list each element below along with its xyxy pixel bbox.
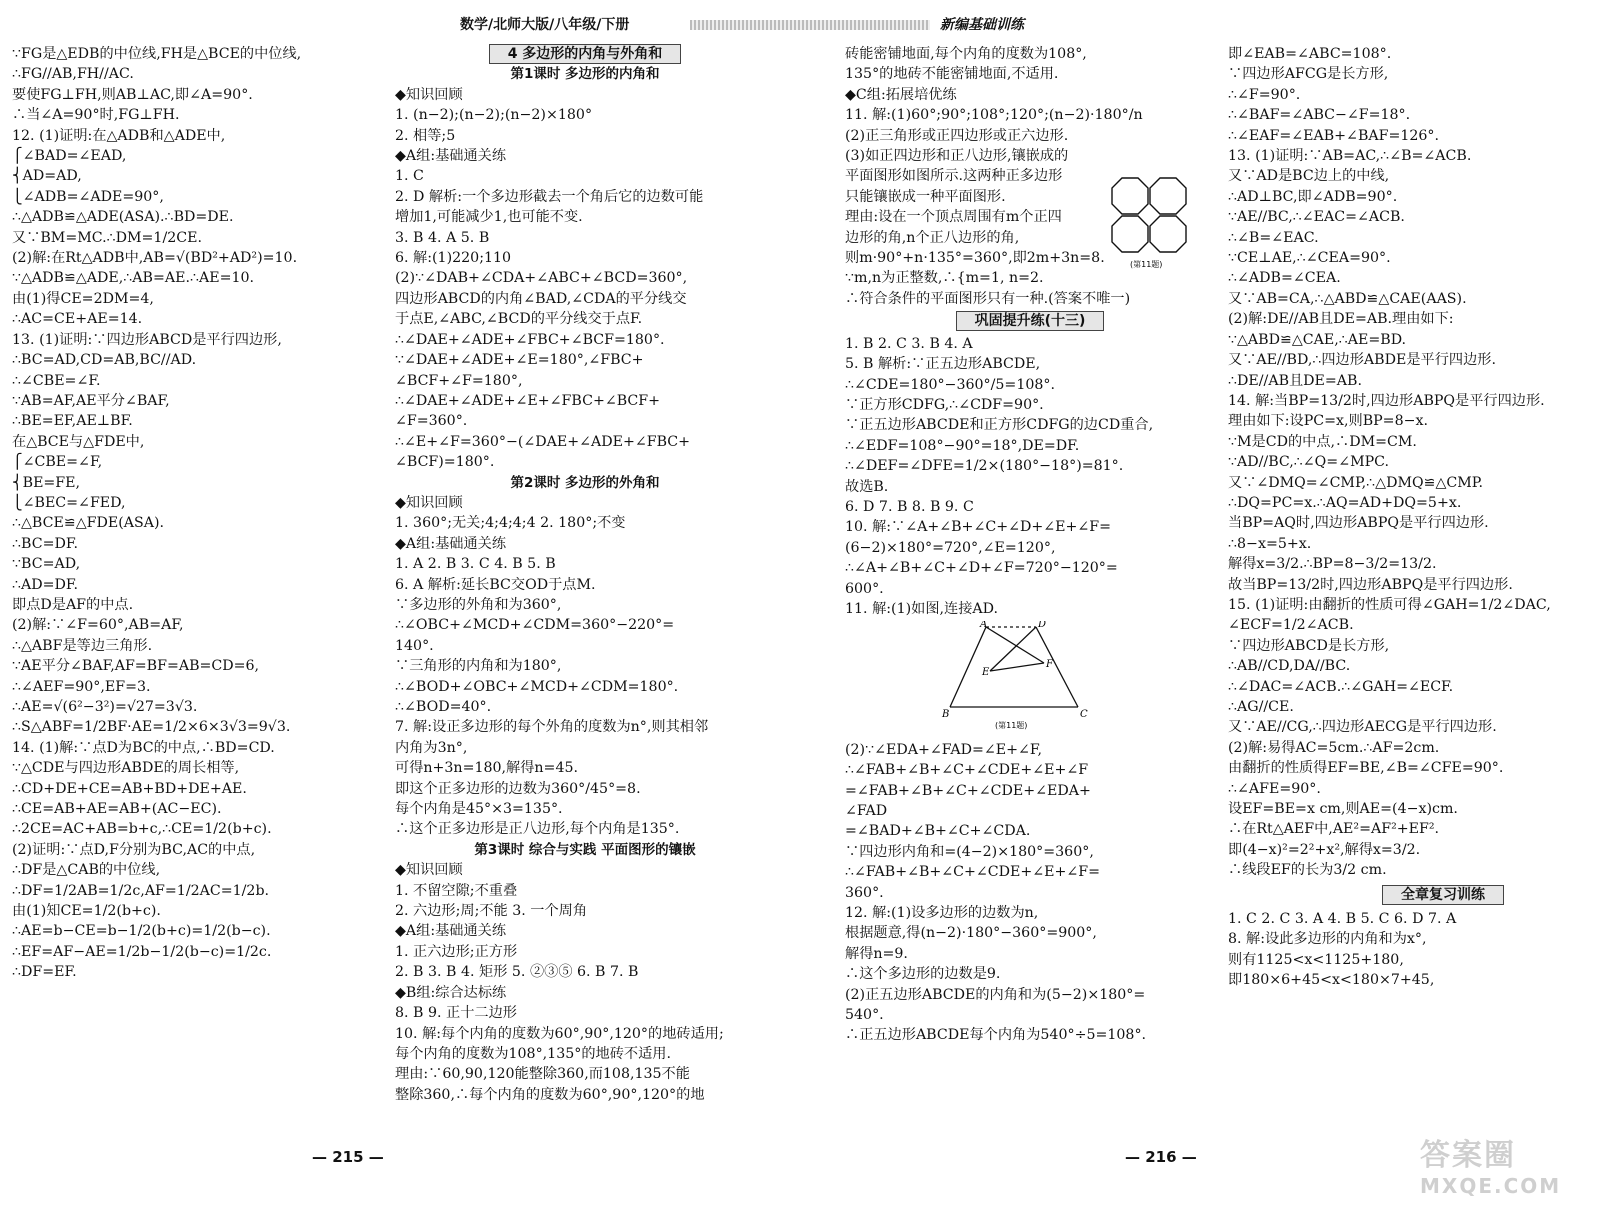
text-line: ∴2CE=AC+AB=b+c,∴CE=1/2(b+c). [12, 821, 272, 838]
col3-middle-content [845, 334, 1215, 620]
text-line: ∴8−x=5+x. [1228, 535, 1312, 552]
text-line: ∵四边形内角和=(4−2)×180°=360°, [845, 843, 1094, 860]
text-line: ∴∠E+∠F=360°−(∠DAE+∠ADE+∠FBC+ [395, 433, 691, 450]
text-line: ∴AB//CD,DA//BC. [1228, 658, 1351, 675]
lesson-2-content [395, 493, 775, 840]
text-line: 2. B 3. B 4. 矩形 5. ②③⑤ 6. B 7. B [395, 964, 639, 981]
text-line: =∠FAB+∠B+∠C+∠CDE+∠EDA+ [845, 782, 1091, 799]
text-line: 8. B 9. 正十二边形 [395, 1005, 517, 1022]
label-d: D [1038, 621, 1047, 631]
text-line: ∴AE=√(6²−3²)=√27=3√3. [12, 699, 198, 715]
text-line: 当BP=AQ时,四边形ABPQ是平行四边形. [1228, 515, 1489, 532]
text-line: 于点E,∠ABC,∠BCD的平分线交于点F. [395, 311, 643, 328]
text-line: 14. 解:当BP=13/2时,四边形ABPQ是平行四边形. [1228, 392, 1545, 409]
header-series-name: 新编基础训练 [940, 17, 1024, 33]
text-line: ∴FG//AB,FH//AC. [12, 66, 134, 83]
column-4 [1228, 44, 1598, 991]
text-line: ∵四边形AFCG是长方形, [1228, 66, 1389, 83]
text-line: 13. (1)证明:∵AB=AC,∴∠B=∠ACB. [1228, 148, 1472, 165]
text-line: 2. 相等;5 [395, 127, 456, 144]
text-line: ∵多边形的外角和为360°, [395, 596, 562, 613]
text-line: ∵CE⊥AE,∴∠CEA=90°. [1228, 250, 1391, 267]
text-line: ∵FG是△EDB的中位线,FH是△BCE的中位线, [12, 46, 302, 62]
text-line: (3)如正四边形和正八边形,镶嵌成的 [845, 148, 1069, 165]
text-line: 1. 360°;无关;4;4;4;4 2. 180°;不变 [395, 515, 626, 532]
text-line: ◆A组:基础通关练 [395, 923, 507, 940]
text-line: ∴DE//AB且DE=AB. [1228, 372, 1362, 389]
text-line: 1. 正六边形;正方形 [395, 943, 518, 960]
col4-top-content [1228, 44, 1598, 881]
text-line: 2. D 解析:一个多边形截去一个角后它的边数可能 [395, 188, 704, 205]
text-line: (2)∵∠EDA+∠FAD=∠E+∠F, [845, 741, 1043, 758]
text-line: ∴AD=DF. [12, 576, 79, 593]
text-line: 要使FG⊥FH,则AB⊥AC,即∠A=90°. [12, 86, 253, 103]
label-b: B [942, 709, 950, 721]
text-line: ∴在Rt△AEF中,AE²=AF²+EF². [1228, 821, 1440, 838]
text-line: 理由:设在一个顶点周围有m个正四 [845, 209, 1062, 226]
text-line: ∵AD//BC,∴∠Q=∠MPC. [1228, 454, 1390, 471]
text-line: ◆知识回顾 [395, 862, 463, 879]
text-line: 又∵AE//BD,∴四边形ABDE是平行四边形. [1228, 352, 1496, 369]
text-line: 又∵AD是BC边上的中线, [1228, 168, 1390, 185]
text-line: 又∵BM=MC.∴DM=1/2CE. [12, 229, 202, 246]
watermark-logo [1420, 1130, 1590, 1210]
label-e: E [982, 667, 990, 679]
text-line: 135°的地砖不能密铺地面,不适用. [845, 66, 1059, 83]
text-line: ∴△ABF是等边三角形. [12, 637, 153, 654]
text-line: 砖能密铺地面,每个内角的度数为108°, [845, 46, 1087, 62]
text-line: 理由:∵60,90,120能整除360,而108,135不能 [395, 1066, 690, 1083]
col4-bottom-content [1228, 909, 1598, 991]
text-line: 由(1)知CE=1/2(b+c). [12, 903, 161, 920]
text-line: 由(1)得CE=2DM=4, [12, 290, 154, 307]
trapezoid-figure [940, 621, 1100, 731]
text-line: ∴∠BAF=∠ABC−∠F=18°. [1228, 107, 1411, 124]
column-2 [395, 44, 775, 1105]
text-line: 1. (n−2);(n−2);(n−2)×180° [395, 107, 593, 124]
text-line: ∴∠EAF=∠EAB+∠BAF=126°. [1228, 127, 1440, 144]
text-line: 边形的角,n个正八边形的角, [845, 229, 1020, 246]
text-line: ∴∠FAB+∠B+∠C+∠CDE+∠E+∠F [845, 762, 1089, 779]
text-line: ◆B组:综合达标练 [395, 984, 507, 1001]
text-line: ∵BC=AD, [12, 556, 81, 573]
text-line: 2. 六边形;周;不能 3. 一个周角 [395, 903, 588, 920]
watermark-line-2: MXQE.COM [1420, 1174, 1562, 1198]
text-line: ∴正五边形ABCDE每个内角为540°÷5=108°. [845, 1027, 1147, 1044]
text-line: 即∠EAB=∠ABC=108°. [1228, 46, 1392, 62]
page-header [0, 10, 1600, 36]
text-line: (2)正三角形或正四边形或正六边形. [845, 127, 1069, 144]
text-line: ∵AE//BC,∴∠EAC=∠ACB. [1228, 209, 1405, 226]
text-line: ∴BC=DF. [12, 535, 78, 552]
label-f: F [1046, 659, 1053, 671]
text-line: 1. B 2. C 3. B 4. A [845, 335, 973, 352]
text-line: 8. 解:设此多边形的内角和为x°, [1228, 931, 1427, 948]
text-line: ∴∠DAE+∠ADE+∠E+∠FBC+∠BCF+ [395, 392, 660, 409]
text-line: ∴∠AEF=90°,EF=3. [12, 678, 151, 695]
text-line: ◆A组:基础通关练 [395, 535, 507, 552]
text-line: ∠FAD [845, 803, 888, 819]
text-line: ∴DF=EF. [12, 964, 77, 981]
text-line: 5. B 解析:∵正五边形ABCDE, [845, 356, 1041, 373]
text-line: (2)解:易得AC=5cm.∴AF=2cm. [1228, 739, 1440, 756]
text-line: (6−2)×180°=720°,∠E=120°, [845, 539, 1056, 556]
section-2-title: 巩固提升练(十三) [956, 311, 1105, 331]
text-line: 即这个正多边形的边数为360°/45°=8. [395, 780, 641, 797]
text-line: ∴这个多边形的边数是9. [845, 966, 1001, 983]
text-line: 1. C 2. C 3. A 4. B 5. C 6. D 7. A [1228, 911, 1457, 928]
col3-bottom-content [845, 740, 1215, 1046]
text-line: ⎩∠BEC=∠FED, [12, 494, 126, 511]
text-line: 360°. [845, 884, 884, 901]
text-line: ∠BCF+∠F=180°, [395, 372, 523, 389]
text-line: ◆知识回顾 [395, 494, 463, 511]
text-line: ∴∠F=90°. [1228, 86, 1301, 103]
text-line: ∴BE=EF,AE⊥BF. [12, 413, 133, 430]
text-line: ∴△ADB≌△ADE(ASA).∴BD=DE. [12, 209, 234, 226]
text-line: 600°. [845, 580, 884, 597]
text-line: 又∵AE//CG,∴四边形AECG是平行四边形. [1228, 719, 1497, 736]
text-line: ∵M是CD的中点,∴DM=CM. [1228, 433, 1417, 450]
text-line: ∴∠OBC+∠MCD+∠CDM=360°−220°= [395, 617, 675, 634]
text-line: ∵四边形ABCD是长方形, [1228, 637, 1390, 654]
section-title: 4 多边形的内角与外角和 [489, 44, 682, 64]
text-line: 6. A 解析:延长BC交OD于点M. [395, 576, 596, 593]
text-line: (2)∵∠DAB+∠CDA+∠ABC+∠BCD=360°, [395, 270, 688, 287]
text-line: ∴DF=1/2AB=1/2c,AF=1/2AC=1/2b. [12, 882, 270, 899]
text-line: 7. 解:设正多边形的每个外角的度数为n°,则其相邻 [395, 719, 709, 736]
text-line: ∴当∠A=90°时,FG⊥FH. [12, 107, 180, 124]
text-line: ⎧∠CBE=∠F, [12, 454, 103, 471]
text-line: ∴∠BOD+∠OBC+∠MCD+∠CDM=180°. [395, 678, 679, 695]
text-line: ∴AD⊥BC,即∠ADB=90°. [1228, 188, 1398, 205]
text-line: 1. A 2. B 3. C 4. B 5. B [395, 556, 556, 573]
page-number-right: — 216 — [1125, 1148, 1197, 1166]
text-line: 由翻折的性质得EF=BE,∠B=∠CFE=90°. [1228, 760, 1504, 777]
text-line: ∴BC=AD,CD=AB,BC//AD. [12, 352, 197, 369]
text-line: 11. 解:(1)60°;90°;108°;120°;(n−2)·180°/n [845, 107, 1143, 124]
text-line: 解得n=9. [845, 945, 908, 962]
text-line: (2)解:在Rt△ADB中,AB=√(BD²+AD²)=10. [12, 250, 298, 267]
text-line: ∴EF=AF−AE=1/2b−1/2(b−c)=1/2c. [12, 943, 272, 960]
figure-11b-caption: (第11题) [995, 721, 1028, 731]
text-line: ∵△ABD≌△CAE,∴AE=BD. [1228, 331, 1407, 348]
text-line: ∴AE=b−CE=b−1/2(b+c)=1/2(b−c). [12, 923, 271, 940]
figure-11-tessellation [1110, 174, 1190, 270]
text-line: (2)证明:∵点D,F分别为BC,AC的中点, [12, 841, 256, 858]
text-line: ∴AG//CE. [1228, 699, 1294, 715]
text-line: ∴∠B=∠EAC. [1228, 229, 1319, 246]
text-line: 四边形ABCD的内角∠BAD,∠CDA的平分线交 [395, 290, 687, 307]
text-line: 6. D 7. B 8. B 9. C [845, 498, 974, 515]
header-book-title: 数学/北师大版/八年级/下册 [460, 17, 630, 33]
text-line: ∴∠CBE=∠F. [12, 372, 101, 389]
text-line: 在△BCE与△FDE中, [12, 433, 145, 450]
text-line: ∴∠AFE=90°. [1228, 780, 1321, 797]
text-line: ∴CE=AB+AE=AB+(AC−EC). [12, 801, 222, 818]
text-line: 增加1,可能减少1,也可能不变. [395, 209, 583, 226]
text-line: (2)解:DE//AB且DE=AB.理由如下: [1228, 311, 1454, 328]
column-3 [845, 44, 1215, 1046]
text-line: ∴AC=CE+AE=14. [12, 311, 143, 328]
label-c: C [1080, 709, 1088, 721]
text-line: 140°. [395, 637, 434, 654]
text-line: 15. (1)证明:由翻折的性质可得∠GAH=1/2∠DAC, [1228, 596, 1551, 613]
text-line: 内角为3n°, [395, 739, 468, 756]
text-line: ∴∠DAC=∠ACB.∴∠GAH=∠ECF. [1228, 678, 1454, 695]
text-line: ◆A组:基础通关练 [395, 148, 507, 165]
text-line: ∵m,n为正整数,∴{m=1, n=2. [845, 270, 1044, 287]
text-line: 则有1125<x<1125+180, [1228, 951, 1404, 968]
text-line: 解得x=3/2.∴BP=8−3/2=13/2. [1228, 556, 1437, 573]
text-line: 理由如下:设PC=x,则BP=8−x. [1228, 413, 1428, 430]
text-line: 即(4−x)²=2²+x²,解得x=3/2. [1228, 841, 1421, 858]
text-line: 根据题意,得(n−2)·180°−360°=900°, [845, 925, 1097, 942]
text-line: ∴线段EF的长为3/2 cm. [1228, 862, 1387, 879]
text-line: (2)正五边形ABCDE的内角和为(5−2)×180°= [845, 986, 1146, 1003]
text-line: 10. 解:每个内角的度数为60°,90°,120°的地砖适用; [395, 1025, 724, 1042]
text-line: =∠BAD+∠B+∠C+∠CDA. [845, 823, 1031, 840]
text-line: 12. 解:(1)设多边形的边数为n, [845, 905, 1039, 922]
text-line: ◆知识回顾 [395, 86, 463, 103]
text-line: 每个内角的度数为108°,135°的地砖不适用. [395, 1045, 671, 1062]
text-line: ∵正方形CDFG,∴∠CDF=90°. [845, 396, 1044, 413]
text-line: 10. 解:∵∠A+∠B+∠C+∠D+∠E+∠F= [845, 519, 1111, 536]
text-line: ⎨BE=FE, [12, 474, 81, 491]
figure-11-trapezoid [940, 621, 1215, 737]
text-line: 6. 解:(1)220;110 [395, 250, 512, 267]
text-line: 故当BP=13/2时,四边形ABPQ是平行四边形. [1228, 576, 1513, 593]
text-line: (2)解:∵∠F=60°,AB=AF, [12, 617, 184, 634]
text-line: ∴∠EDF=108°−90°=18°,DE=DF. [845, 437, 1080, 454]
text-line: ∴符合条件的平面图形只有一种.(答案不唯一) [845, 290, 1131, 307]
text-line: ∵AB=AF,AE平分∠BAF, [12, 392, 170, 409]
text-line: 故选B. [845, 478, 889, 495]
text-line: ∴S△ABF=1/2BF·AE=1/2×6×3√3=9√3. [12, 719, 291, 736]
text-line: 可得n+3n=180,解得n=45. [395, 760, 579, 777]
text-line: ⎨AD=AD, [12, 168, 82, 185]
text-line: 11. 解:(1)如图,连接AD. [845, 600, 999, 617]
text-line: ◆C组:拓展培优练 [845, 86, 957, 103]
column-1 [12, 44, 382, 983]
octagon-square-tessellation-figure [1110, 174, 1190, 270]
watermark-line-1: 答案圈 [1420, 1138, 1516, 1173]
lesson-1-content [395, 85, 775, 473]
text-line: ∴△BCE≌△FDE(ASA). [12, 515, 165, 532]
header-decorative-bar [690, 20, 930, 30]
text-line: ⎩∠ADB=∠ADE=90°, [12, 188, 164, 205]
text-line: ∵△ADB≌△ADE,∴AB=AE.∴AE=10. [12, 270, 255, 287]
text-line: ∵正五边形ABCDE和正方形CDFG的边CD重合, [845, 417, 1154, 434]
page-number-left: — 215 — [312, 1148, 384, 1166]
lesson-3-title: 第3课时 综合与实践 平面图形的镶嵌 [474, 841, 696, 858]
text-line: 14. (1)解:∵点D为BC的中点,∴BD=CD. [12, 739, 275, 756]
text-line: ∴∠DEF=∠DFE=1/2×(180°−18°)=81°. [845, 458, 1124, 475]
lesson-3-content [395, 860, 775, 1105]
text-line: ⎧∠BAD=∠EAD, [12, 148, 127, 165]
text-line: 即点D是AF的中点. [12, 596, 134, 613]
text-line: 又∵∠DMQ=∠CMP,∴△DMQ≌△CMP. [1228, 474, 1483, 491]
text-line: ∵△CDE与四边形ABDE的周长相等, [12, 760, 240, 777]
label-a: A [980, 621, 988, 631]
text-line: 540°. [845, 1007, 884, 1024]
lesson-1-title: 第1课时 多边形的内角和 [510, 66, 660, 83]
text-line: ∴∠DAE+∠ADE+∠FBC+∠BCF=180°. [395, 331, 665, 348]
text-line: 只能镶嵌成一种平面图形. [845, 188, 1006, 205]
text-line: 又∵AB=CA,∴△ABD≌△CAE(AAS). [1228, 290, 1467, 307]
text-line: ∴∠FAB+∠B+∠C+∠CDE+∠E+∠F= [845, 864, 1101, 881]
text-line: ∵AE平分∠BAF,AF=BF=AB=CD=6, [12, 658, 260, 675]
text-line: 每个内角是45°×3=135°. [395, 801, 563, 818]
text-line: ∠F=360°. [395, 413, 468, 430]
text-line: ∴CD+DE+CE=AB+BD+DE+AE. [12, 780, 247, 797]
text-line: ∠BCF)=180°. [395, 454, 495, 471]
figure-11a-caption: (第11题) [1130, 260, 1163, 269]
text-line: ∴DF是△CAB的中位线, [12, 862, 161, 879]
text-line: ∴∠BOD=40°. [395, 699, 492, 715]
text-line: ∠ECF=1/2∠ACB. [1228, 617, 1354, 634]
review-section-title: 全章复习训练 [1382, 885, 1504, 905]
text-line: 1. 不留空隙;不重叠 [395, 882, 518, 899]
text-line: ∴∠ADB=∠CEA. [1228, 270, 1341, 287]
text-line: ∴这个正多边形是正八边形,每个内角是135°. [395, 821, 680, 838]
text-line: 整除360,∴每个内角的度数为60°,90°,120°的地 [395, 1086, 705, 1103]
text-line: 1. C [395, 168, 424, 185]
text-line: ∴∠A+∠B+∠C+∠D+∠F=720°−120°= [845, 560, 1118, 577]
text-line: 3. B 4. A 5. B [395, 229, 490, 246]
text-line: 则m·90°+n·135°=360°,即2m+3n=8. [845, 250, 1105, 267]
text-line: 设EF=BE=x cm,则AE=(4−x)cm. [1228, 801, 1458, 818]
text-line: 12. (1)证明:在△ADB和△ADE中, [12, 127, 226, 144]
text-line: ∴∠CDE=180°−360°/5=108°. [845, 376, 1055, 393]
text-line: ∵三角形的内角和为180°, [395, 658, 562, 675]
text-line: ∵∠DAE+∠ADE+∠E=180°,∠FBC+ [395, 352, 644, 369]
lesson-2-title: 第2课时 多边形的外角和 [510, 474, 660, 491]
text-line: 平面图形如图所示.这两种正多边形 [845, 168, 1063, 185]
text-line: ∴DQ=PC=x.∴AQ=AD+DQ=5+x. [1228, 494, 1462, 511]
text-line: 13. (1)证明:∵四边形ABCD是平行四边形, [12, 331, 282, 348]
text-line: 即180×6+45<x<180×7+45, [1228, 972, 1435, 989]
